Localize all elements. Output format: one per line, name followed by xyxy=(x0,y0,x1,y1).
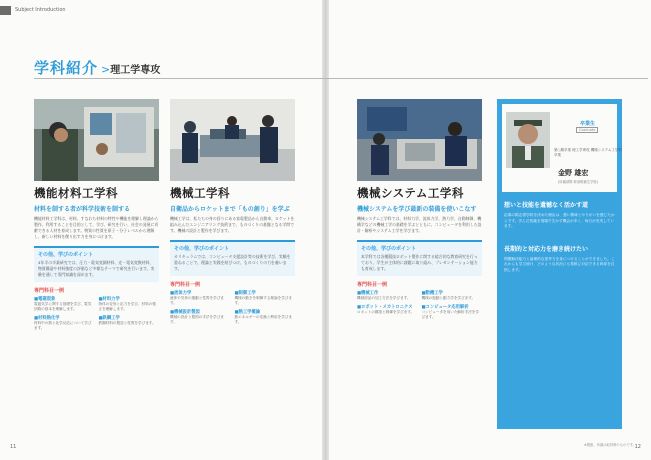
learning-points-heading: その他、学びのポイント xyxy=(361,246,417,252)
page-number-left: 11 xyxy=(10,444,17,450)
title-divider xyxy=(34,78,648,79)
title-arrow: > xyxy=(101,63,111,76)
department-photo xyxy=(357,99,482,181)
page-gutter xyxy=(322,0,329,460)
subject-desc: 熱エネルギーの変換と利用を学びます。 xyxy=(234,315,292,324)
department-column xyxy=(170,99,295,325)
subjects-heading: 専門科目一例 xyxy=(34,288,65,294)
page-title xyxy=(34,57,160,78)
interview-text-1: 応募の際志望学科を決めた理由は、強い興味とやりがいを感じたからです。学んだ知識を現場で生かす機会が多く、毎日が充実しています。 xyxy=(504,213,615,229)
subject-name: ■電磁現象 xyxy=(34,297,56,302)
subjects-list xyxy=(34,296,159,331)
department-description: 機械工学は、私たちの身の回りにある家電製品から自動車、ロケットを組み込んだエンジニアリング技術まで、ものづくりの基盤となる学問です。機械の設計と製作を学びます。 xyxy=(170,216,295,233)
subject-desc: 材料中の熱と化学反応について学びます。 xyxy=(34,321,92,330)
subject-item xyxy=(170,309,231,325)
interview-text-2: 問題解決能力と論理的な思考力を身につけることができました。これからも学び続け、どのような状況にも柔軟に対応できる幹部を目指します。 xyxy=(504,256,615,272)
learning-points-text: カリキュラムでは、コンピュータ支援設計等の技術を学び、実験を重ねることで、理論と実践を結びつけ、ものづくりの力を養います。 xyxy=(174,254,291,271)
learning-points-box xyxy=(34,246,159,282)
title-sub: 理工学専攻 xyxy=(110,65,161,76)
subject-item xyxy=(422,304,483,320)
department-tagline: 材料を制する者が科学技術を制する xyxy=(34,206,131,213)
subject-name: ■流体力学 xyxy=(170,291,192,296)
department-name: 機械システム工学科 xyxy=(357,186,464,200)
subject-name: ■機械設計製図 xyxy=(170,310,200,315)
subject-desc: ロボットの構造と制御を学びます。 xyxy=(357,310,415,314)
learning-points-box xyxy=(357,240,482,276)
subject-item xyxy=(99,315,160,331)
subject-desc: 機械の設計と製図の手法を学びます。 xyxy=(170,315,224,324)
section-header: Subject Introduction xyxy=(15,7,66,13)
learning-points-heading: その他、学びのポイント xyxy=(174,246,230,252)
page-number-right: 12 xyxy=(634,444,641,450)
subject-item xyxy=(34,315,95,331)
department-tagline: 自衛品からロケットまで「もの創り」を学ぶ xyxy=(170,206,290,213)
department-photo xyxy=(170,99,295,181)
subject-desc: 電磁気学に関する基礎を学び、電気回路の基本を理解します。 xyxy=(34,302,92,311)
subjects-heading: 専門科目一例 xyxy=(170,282,201,288)
subjects-list xyxy=(170,290,295,325)
subject-item xyxy=(422,290,483,301)
subject-desc: 機械部品の加工方法を学びます。 xyxy=(357,296,411,300)
graduate-portrait xyxy=(506,112,550,168)
interview-heading-2: 長期的と対応力を磨き続けたい xyxy=(504,245,589,253)
subject-name: ■動機工学 xyxy=(421,291,443,296)
department-photo xyxy=(34,99,159,181)
learning-points-text: 4年半の卒業研究では、圧力・電気変調材料、光・電気変換材料、物質構造や材料強度の評価など多様なテーマで研究を行います。実験を通して専門知識を深めます。 xyxy=(38,260,155,277)
department-column xyxy=(357,99,482,320)
graduate-profile xyxy=(502,104,622,192)
subject-item xyxy=(99,296,160,312)
subject-name: ■機械工作 xyxy=(357,291,379,296)
subject-desc: コンピュータを用いた解析手法を学びます。 xyxy=(421,310,479,319)
subject-desc: 機械の動きを制御する理論を学びます。 xyxy=(234,296,292,305)
subject-item xyxy=(357,304,418,320)
subject-name: ■コンピュータ応用解析 xyxy=(421,305,469,310)
subject-name: ■材料熱化学 xyxy=(34,316,60,321)
graduate-card xyxy=(497,99,622,429)
department-description: 機械システム工学科では、材料力学、流体力学、熱力学、自動制御、機構学などの機械工学の基礎を学ぶとともに、コンピュータを利用した設計・解析やシステム工学を学びます。 xyxy=(357,216,482,233)
subject-name: ■ロボット・メカトロニクス xyxy=(357,305,413,310)
subjects-heading: 専門科目一例 xyxy=(357,282,388,288)
subject-desc: 機械の振動と動力学を学びます。 xyxy=(421,296,476,300)
graduate-note: (所属部隊 幹部候補生学校) xyxy=(558,180,598,184)
subject-name: ■材料力学 xyxy=(98,297,120,302)
subject-desc: 物体の変形と応力を学び、材料の強さを理解します。 xyxy=(98,302,156,311)
subject-item xyxy=(34,296,95,312)
graduate-name: 金野 雄宏 xyxy=(558,169,589,177)
title-main: 学科紹介 xyxy=(34,59,99,77)
graduate-label: 卒業生 xyxy=(580,121,596,127)
learning-points-heading: その他、学びのポイント xyxy=(38,252,94,258)
graduate-label-en: Graduate xyxy=(576,127,598,133)
interview-heading-1: 想いと技能を遺憾なく活かす道 xyxy=(504,202,589,209)
subjects-list xyxy=(357,290,482,320)
graduate-info: 第○期卒業 理工学専攻 機械システム工学科卒業 xyxy=(554,148,622,157)
department-description: 機能材料工学科は、材料、すなわち材料の特性や機能を理解し理論から製作、利用することを目的として、学び、研究を行い、社会の発展に貢献できる人材を育成します。物質の性質を原子・分子レベルから理解し、新しい材料を創り出す力を身につけます。 xyxy=(34,216,159,239)
department-name: 機能材料工学科 xyxy=(34,186,118,200)
department-name: 機械工学科 xyxy=(170,186,230,200)
subject-item xyxy=(357,290,418,301)
subject-name: ■鉄鋼工学 xyxy=(98,316,120,321)
subject-item xyxy=(235,290,296,306)
credit-note: ※階級、所属は取材時のものです。 xyxy=(584,443,636,447)
subject-desc: 液体や気体の運動と性質を学びます。 xyxy=(170,296,224,305)
subject-item xyxy=(170,290,231,306)
subject-desc: 鉄鋼材料の製造と性質を学びます。 xyxy=(98,321,156,325)
department-column xyxy=(34,99,159,331)
section-tab-marker xyxy=(0,6,11,15)
department-tagline: 機械システムを学び最新の装備を使いこなす xyxy=(357,206,477,213)
subject-name: ■熱工学概論 xyxy=(234,310,261,315)
learning-points-text: 本学科では各種競技ロボット製作に関する総合的な教育研究を行っており、学生が主体的に課題に取り組み、プレゼンテーション能力も育成します。 xyxy=(361,254,478,271)
subject-name: ■制御工学 xyxy=(234,291,256,296)
subject-item xyxy=(235,309,296,325)
learning-points-box xyxy=(170,240,295,276)
